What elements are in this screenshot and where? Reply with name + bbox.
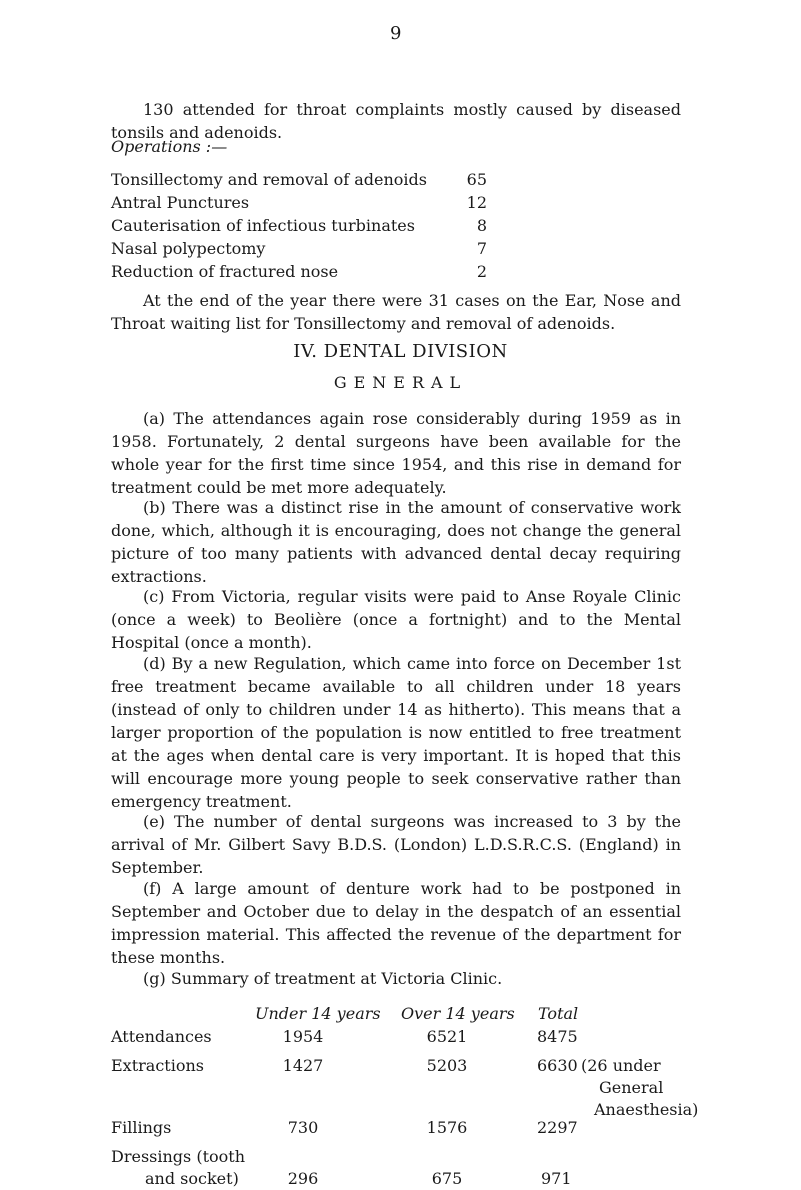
cell-total: 971 <box>541 1169 572 1188</box>
row-label: Attendances <box>111 1027 212 1046</box>
division-title: IV. DENTAL DIVISION <box>293 341 508 362</box>
cell-under: 296 <box>287 1169 319 1188</box>
row-label: Fillings <box>111 1118 172 1137</box>
operation-row <box>111 191 487 214</box>
cell-note-line: Anaesthesia) <box>594 1100 699 1119</box>
row-label: Dressings (tooth <box>111 1147 245 1166</box>
cell-note: (26 under <box>581 1056 661 1075</box>
cell-over: 675 <box>431 1169 463 1188</box>
paragraph-g: (g) Summary of treatment at Victoria Clinic. <box>143 969 503 988</box>
operation-row <box>111 168 487 191</box>
paragraph-a: (a) The attendances again rose considerably during 1959 as in 1958. Fortunately, 2 dental surgeons have been available for the whole year for the first time since 1954, and this rise in demand for treatment could be met more adequately. <box>111 409 681 497</box>
row-label: Extractions <box>111 1056 204 1075</box>
cell-under: 1427 <box>282 1056 324 1075</box>
cell-under: 1954 <box>282 1027 324 1046</box>
paragraph-f: (f) A large amount of denture work had to be postponed in September and October due to delay in the despatch of an essential impression material. This affected the revenue of the department for these months. <box>111 879 681 967</box>
paragraph-e: (e) The number of dental surgeons was increased to 3 by the arrival of Mr. Gilbert Savy B.D.S. (London) L.D.S.R.C.S. (England) in September. <box>111 812 681 877</box>
paragraph-b: (b) There was a distinct rise in the amount of conservative work done, which, although it is encouraging, does not change the general picture of too many patients with advanced dental decay requiring extractions. <box>111 498 681 586</box>
row-label-continued: and socket) <box>145 1169 239 1188</box>
operation-row <box>111 260 487 283</box>
page-number: 9 <box>390 23 402 44</box>
operation-row <box>111 214 487 237</box>
paragraph-c: (c) From Victoria, regular visits were paid to Anse Royale Clinic (once a week) to Beolière (once a fortnight) and to the Mental Hospital (once a month). <box>111 587 681 652</box>
paragraph-d: (d) By a new Regulation, which came into force on December 1st free treatment became available to all children under 18 years (instead of only to children under 14 as hitherto). This means that a larger proportion of the population is now entitled to free treatment at the ages when dental care is very important. It is hoped that this will encourage more young people to seek conservative rather than emergency treatment. <box>111 654 681 811</box>
cell-over: 1576 <box>426 1118 468 1137</box>
operation-label: Nasal polypectomy <box>111 239 266 258</box>
cell-total: 2297 <box>537 1118 578 1137</box>
intro-paragraph: 130 attended for throat complaints mostly caused by diseased tonsils and adenoids. <box>111 100 681 142</box>
operation-count: 8 <box>476 216 487 235</box>
operation-label: Cauterisation of infectious turbinates <box>111 216 415 235</box>
cell-over: 6521 <box>426 1027 468 1046</box>
operation-row <box>111 237 487 260</box>
header-under-14: Under 14 years <box>255 1004 381 1023</box>
operation-count: 65 <box>466 170 487 189</box>
header-total: Total <box>538 1004 579 1023</box>
operation-count: 7 <box>476 239 487 258</box>
operation-label: Antral Punctures <box>111 193 250 212</box>
cell-note-line: General <box>599 1078 664 1097</box>
header-over-14: Over 14 years <box>401 1004 515 1023</box>
operation-label: Tonsillectomy and removal of adenoids <box>111 170 427 189</box>
general-title: GENERAL <box>333 373 468 392</box>
cell-total: 8475 <box>537 1027 578 1046</box>
operations-heading: Operations :— <box>111 137 228 156</box>
operation-count: 12 <box>466 193 487 212</box>
cell-under: 730 <box>287 1118 319 1137</box>
waiting-list-paragraph: At the end of the year there were 31 cases on the Ear, Nose and Throat waiting list for Tonsillectomy and removal of adenoids. <box>111 291 681 333</box>
operation-count: 2 <box>476 262 487 281</box>
operation-label: Reduction of fractured nose <box>111 262 339 281</box>
cell-over: 5203 <box>426 1056 468 1075</box>
cell-total: 6630 <box>537 1056 578 1075</box>
